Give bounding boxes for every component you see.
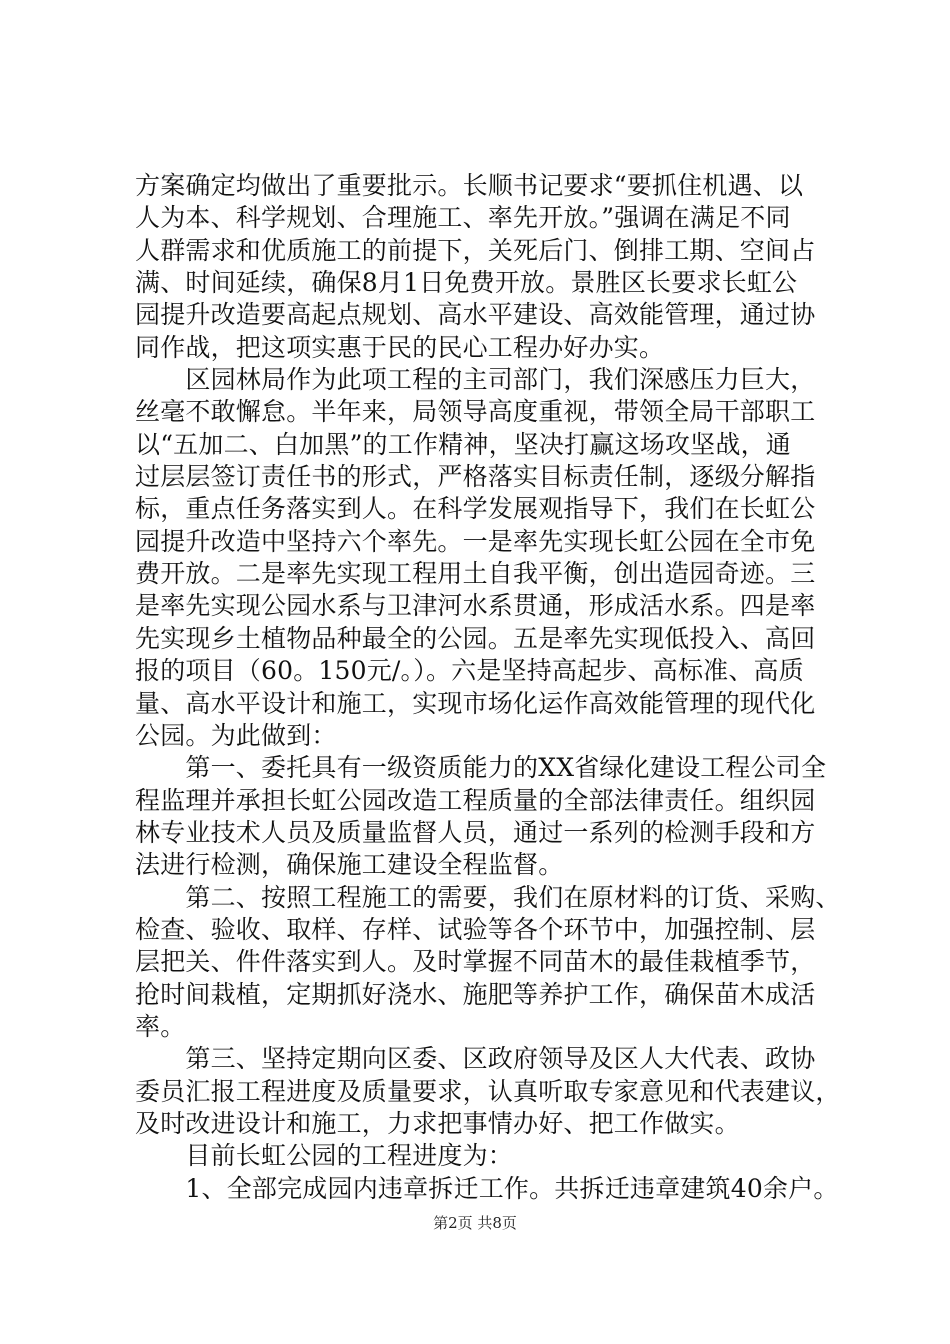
text-line: 程监理并承担长虹公园改造工程质量的全部法律责任。组织园 bbox=[135, 785, 816, 815]
text-line: 丝毫不敢懈怠。半年来，局领导高度重视，带领全局干部职工 bbox=[135, 397, 816, 427]
text-line: 是率先实现公园水系与卫津河水系贯通，形成活水系。四是率 bbox=[135, 591, 816, 621]
text-line: 园提升改造要高起点规划、高水平建设、高效能管理，通过协 bbox=[135, 300, 816, 330]
text-line: 1、全部完成园内违章拆迁工作。共拆迁违章建筑40余户。 bbox=[135, 1173, 839, 1203]
text-line: 及时改进设计和施工，力求把事情办好、把工作做实。 bbox=[135, 1108, 740, 1138]
page-footer: 第2页 共8页 bbox=[433, 1214, 517, 1232]
text-line: 满、时间延续，确保8月1日免费开放。景胜区长要求长虹公 bbox=[135, 268, 798, 298]
text-line: 委员汇报工程进度及质量要求，认真听取专家意见和代表建议， bbox=[135, 1076, 841, 1106]
text-line: 以“五加二、白加黑”的工作精神，坚决打赢这场攻坚战，通 bbox=[135, 429, 791, 459]
text-line: 层把关、件件落实到人。及时掌握不同苗木的最佳栽植季节， bbox=[135, 947, 816, 977]
text-line: 方案确定均做出了重要批示。长顺书记要求“要抓住机遇、以 bbox=[135, 171, 804, 200]
text-line: 量、高水平设计和施工，实现市场化运作高效能管理的现代化 bbox=[135, 688, 816, 718]
body-text bbox=[135, 170, 855, 1205]
text-line: 率。 bbox=[135, 1011, 186, 1041]
text-line: 标，重点任务落实到人。在科学发展观指导下，我们在长虹公 bbox=[135, 494, 816, 524]
text-line: 过层层签订责任书的形式，严格落实目标责任制，逐级分解指 bbox=[135, 462, 816, 492]
text-line: 法进行检测，确保施工建设全程监督。 bbox=[135, 850, 564, 880]
text-line: 园提升改造中坚持六个率先。一是率先实现长虹公园在全市免 bbox=[135, 526, 816, 556]
text-line: 区园林局作为此项工程的主司部门，我们深感压力巨大， bbox=[135, 365, 816, 395]
text-line: 人群需求和优质施工的前提下，关死后门、倒排工期、空间占 bbox=[135, 235, 816, 265]
text-line: 林专业技术人员及质量监督人员，通过一系列的检测手段和方 bbox=[135, 817, 816, 847]
text-line: 第一、委托具有一级资质能力的XX省绿化建设工程公司全 bbox=[135, 753, 827, 783]
text-line: 公园。为此做到： bbox=[135, 720, 337, 750]
text-line: 抢时间栽植，定期抓好浇水、施肥等养护工作，确保苗木成活 bbox=[135, 979, 816, 1009]
text-line: 同作战，把这项实惠于民的民心工程办好办实。 bbox=[135, 332, 665, 362]
text-line: 第三、坚持定期向区委、区政府领导及区人大代表、政协 bbox=[135, 1044, 816, 1074]
text-line: 目前长虹公园的工程进度为： bbox=[135, 1141, 514, 1171]
text-line: 先实现乡土植物品种最全的公园。五是率先实现低投入、高回 bbox=[135, 623, 816, 653]
text-line: 报的项目（60。150元/。）。六是坚持高起步、高标准、高质 bbox=[135, 656, 804, 686]
text-line: 人为本、科学规划、合理施工、率先开放。”强调在满足不同 bbox=[135, 203, 791, 233]
text-line: 第二、按照工程施工的需要，我们在原材料的订货、采购、 bbox=[135, 882, 841, 912]
text-line: 费开放。二是率先实现工程用土自我平衡，创出造园奇迹。三 bbox=[135, 559, 816, 589]
text-line: 检查、验收、取样、存样、试验等各个环节中，加强控制、层 bbox=[135, 914, 816, 944]
